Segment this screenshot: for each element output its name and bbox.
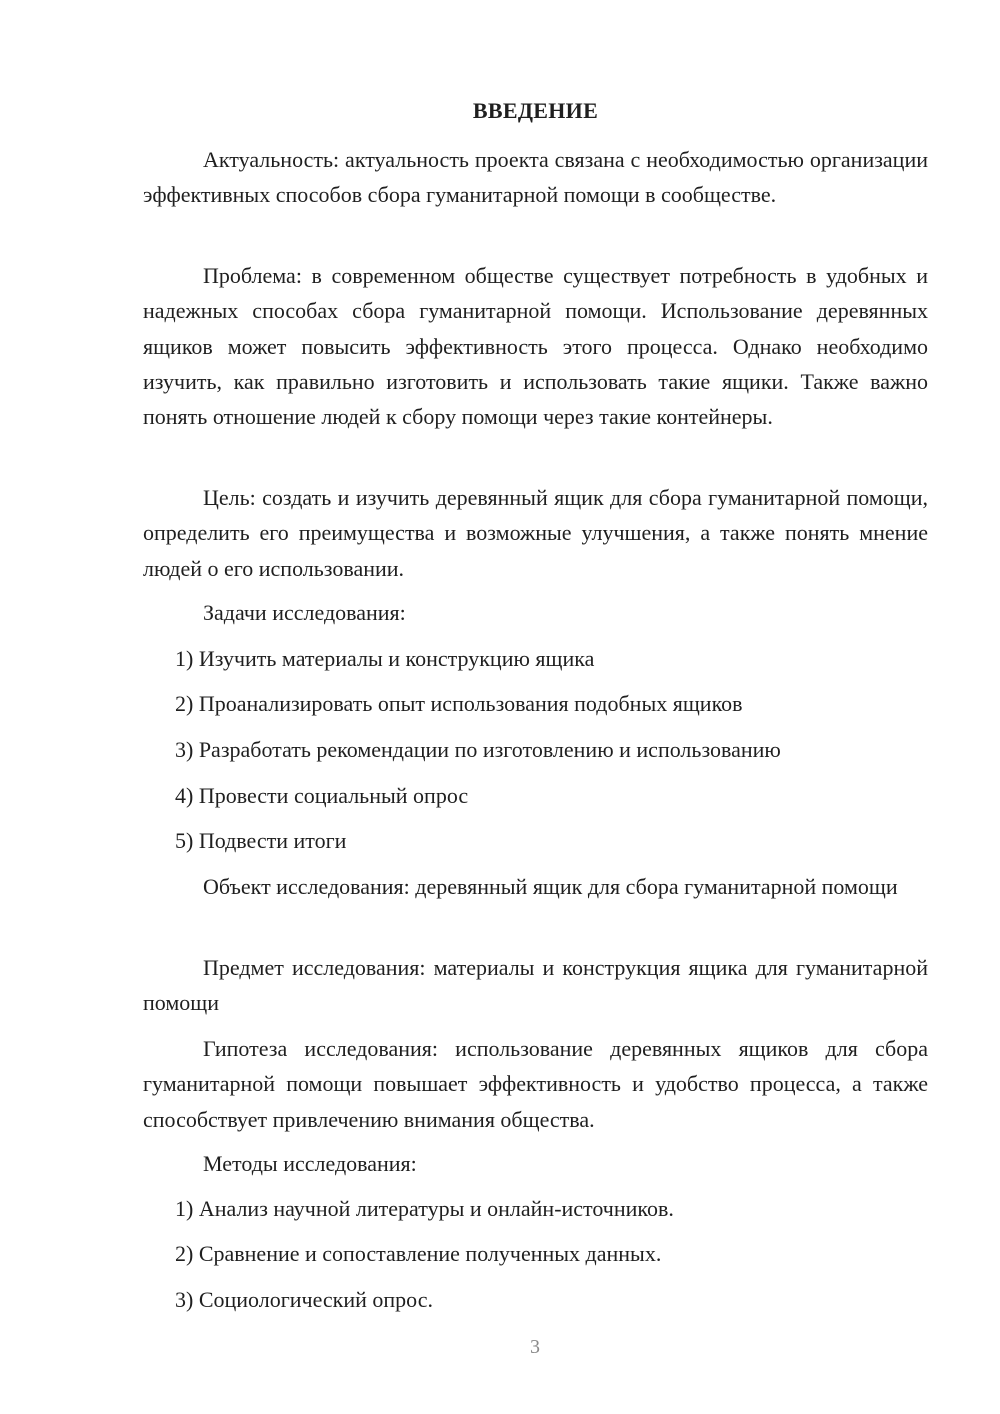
page-title: ВВЕДЕНИЕ <box>472 98 599 123</box>
methods-heading: Методы исследования: <box>203 1151 417 1176</box>
method-item: 1) Анализ научной литературы и онлайн-источников. <box>175 1196 674 1221</box>
hypothesis-paragraph: Гипотеза исследования: использование деревянных ящиков для сбора гуманитарной помощи повышает эффективность и удобство процесса, а также способствует привлечению внимания общества. <box>143 1036 928 1132</box>
page-number: 3 <box>530 1336 540 1358</box>
relevance-paragraph: Актуальность: актуальность проекта связана с необходимостью организации эффективных способов сбора гуманитарной помощи в сообществе. <box>143 147 928 208</box>
goal-paragraph: Цель: создать и изучить деревянный ящик для сбора гуманитарной помощи, определить его преимущества и возможные улучшения, а также понять мнение людей о его использовании. <box>143 485 928 581</box>
tasks-heading: Задачи исследования: <box>203 600 406 625</box>
method-item: 3) Социологический опрос. <box>175 1287 433 1312</box>
task-item: 5) Подвести итоги <box>175 828 347 853</box>
method-item: 2) Сравнение и сопоставление полученных данных. <box>175 1241 662 1266</box>
problem-paragraph: Проблема: в современном обществе существует потребность в удобных и надежных способах сбора гуманитарной помощи. Использование деревянных ящиков может повысить эффективность этого процесса. Однако необходимо изучить, как правильно изготовить и использовать такие ящики. Также важно понять отношение людей к сбору помощи через такие контейнеры. <box>143 263 928 430</box>
task-item: 1) Изучить материалы и конструкцию ящика <box>175 646 595 671</box>
task-item: 3) Разработать рекомендации по изготовлению и использованию <box>175 737 781 762</box>
object-paragraph: Объект исследования: деревянный ящик для сбора гуманитарной помощи <box>203 874 898 899</box>
task-item: 2) Проанализировать опыт использования подобных ящиков <box>175 691 743 716</box>
subject-paragraph: Предмет исследования: материалы и конструкция ящика для гуманитарной помощи <box>143 955 928 1016</box>
task-item: 4) Провести социальный опрос <box>175 783 469 808</box>
